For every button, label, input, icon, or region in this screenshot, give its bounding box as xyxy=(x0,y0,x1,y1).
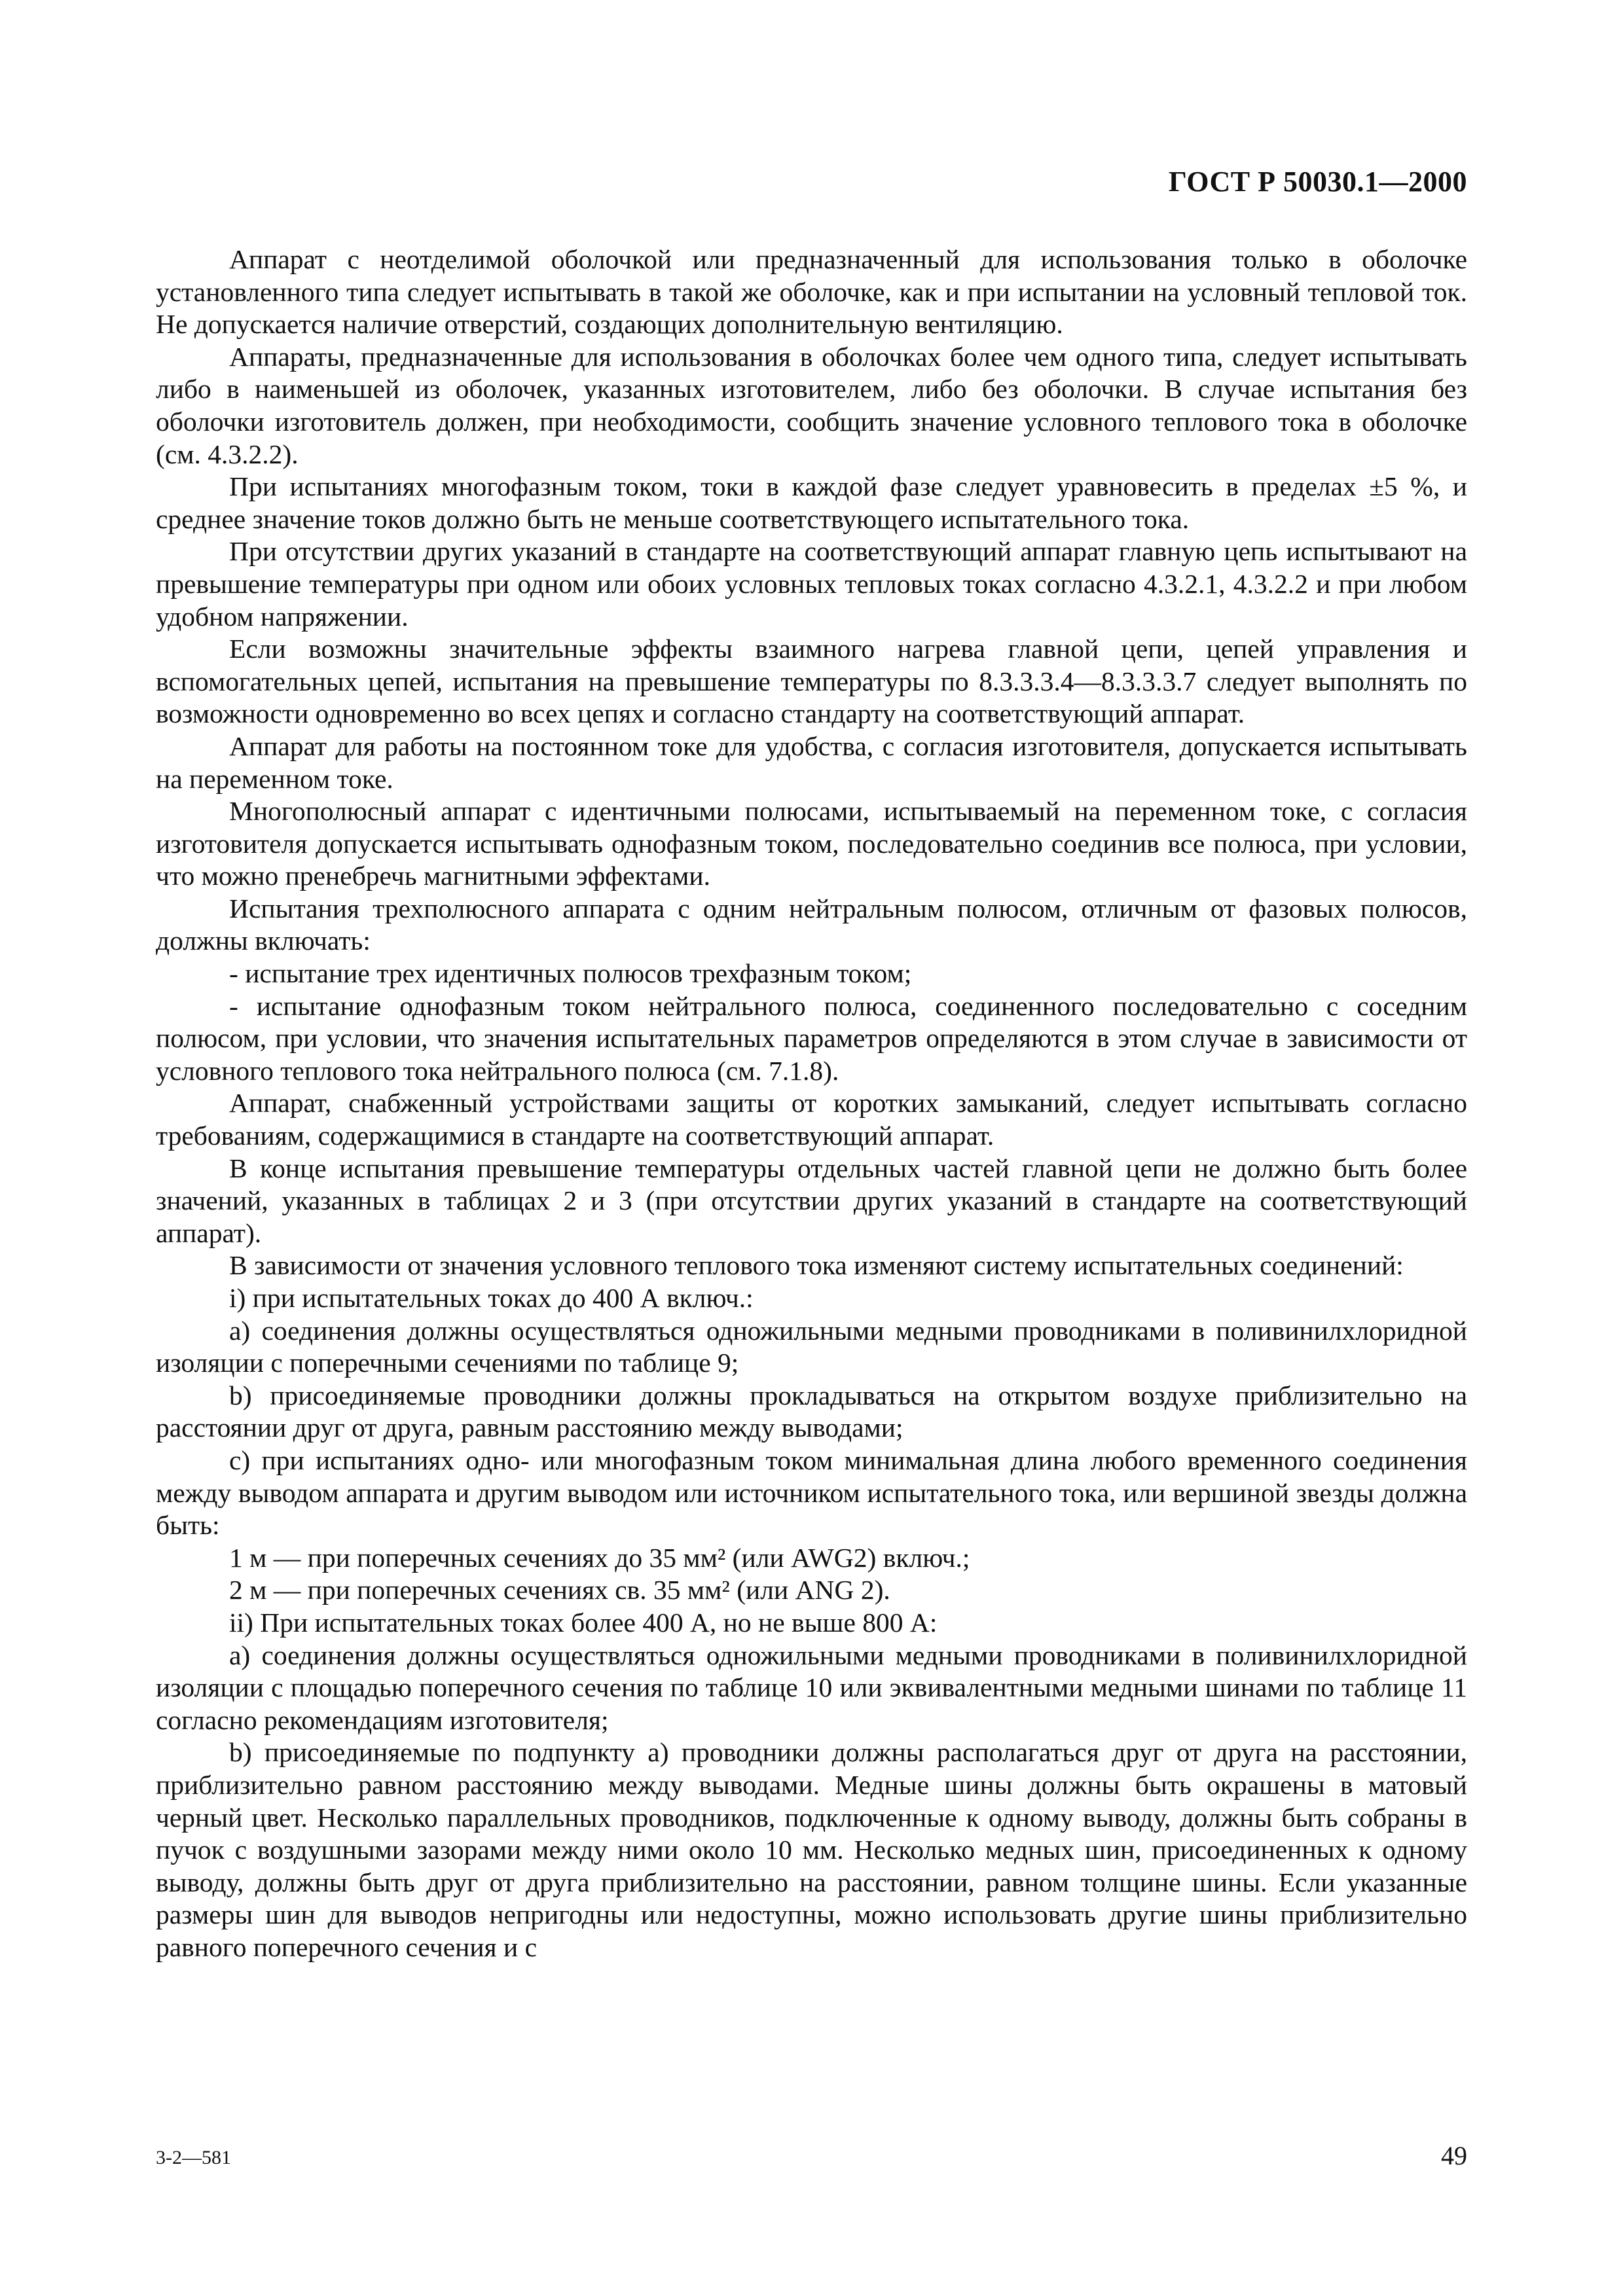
list-item-1m: 1 м — при поперечных сечениях до 35 мм² (или AWG2) включ.; xyxy=(229,1542,970,1573)
list-item-2m: 2 м — при поперечных сечениях св. 35 мм² (или ANG 2). xyxy=(229,1575,890,1605)
paragraph-sealed-enclosure: Аппарат с неотделимой оболочкой или предназначенный для использования только в оболочке установленного типа следует испытывать в такой же оболочке, как и при испытании на условный тепловой ток. Не допускается наличие отверстий, создающих дополнительную вентиляцию. xyxy=(156,244,1467,340)
paragraph-three-pole-neutral: Испытания трехполюсного аппарата с одним нейтральным полюсом, отличным от фазовых полюсов, должны включать: xyxy=(156,893,1467,956)
paragraph-dc-apparatus: Аппарат для работы на постоянном токе для удобства, с согласия изготовителя, допускается испытывать на переменном токе. xyxy=(156,730,1467,794)
paragraph-mutual-heating: Если возможны значительные эффекты взаимного нагрева главной цепи, цепей управления и вспомогательных цепей, испытания на превышение температуры по 8.3.3.3.4—8.3.3.3.7 следует выполнять по возможности одновременно во всех цепях и согласно стандарту на соответствующий аппарат. xyxy=(156,634,1467,729)
body-text xyxy=(156,243,1467,1964)
paragraph-main-circuit-test: При отсутствии других указаний в стандарте на соответствующий аппарат главную цепь испытывают на превышение температуры при одном или обоих условных тепловых токах согласно 4.3.2.1, 4.3.2.2 и при любом удобном напряжении. xyxy=(156,536,1467,632)
list-item-single-phase-neutral: - испытание однофазным током нейтрального полюса, соединенного последовательно с соседним полюсом, при условии, что значения испытательных параметров определяются в этом случае в зависимости от условного теплового тока нейтрального полюса (см. 7.1.8). xyxy=(156,990,1467,1086)
list-item-400-800a: ii) При испытательных токах более 400 А, но не выше 800 А: xyxy=(229,1607,938,1638)
list-item-a-table-10: a) соединения должны осуществляться одножильными медными проводниками в поливинилхлоридной изоляции с площадью поперечного сечения по таблице 10 или эквивалентными медными шинами по таблице 11 согласно рекомендациям изготовителя; xyxy=(156,1640,1467,1735)
paragraph-temperature-rise-limits: В конце испытания превышение температуры отдельных частей главной цепи не должно быть более значений, указанных в таблицах 2 и 3 (при отсутствии других указаний в стандарте на соответствующий аппарат). xyxy=(156,1153,1467,1248)
paragraph-multipole-apparatus: Многополюсный аппарат с идентичными полюсами, испытываемый на переменном токе, с согласия изготовителя допускается испытывать однофазным током, последовательно соединив все полюса, при условии, что можно пренебречь магнитными эффектами. xyxy=(156,796,1467,891)
footer-code: 3-2—581 xyxy=(156,2147,231,2168)
list-item-up-to-400a: i) при испытательных токах до 400 А включ.: xyxy=(229,1283,754,1313)
list-item-three-phase: - испытание трех идентичных полюсов трехфазным током; xyxy=(229,958,912,989)
page-number: 49 xyxy=(1441,2141,1467,2170)
list-item-b-open-air: b) присоединяемые проводники должны прокладываться на открытом воздухе приблизительно на расстоянии друг от друга, равным расстоянию между выводами; xyxy=(156,1380,1467,1443)
paragraph-short-circuit-protection: Аппарат, снабженный устройствами защиты от коротких замыканий, следует испытывать согласно требованиям, содержащимися в стандарте на соответствующий аппарат. xyxy=(156,1088,1467,1151)
list-item-a-single-core-conductors: a) соединения должны осуществляться одножильными медными проводниками в поливинилхлоридной изоляции с поперечными сечениями по таблице 9; xyxy=(156,1315,1467,1378)
paragraph-test-connections: В зависимости от значения условного теплового тока изменяют систему испытательных соединений: xyxy=(229,1250,1404,1281)
paragraph-polyphase-current: При испытаниях многофазным током, токи в каждой фазе следует уравновесить в пределах ±5 %, и среднее значение токов должно быть не меньше соответствующего испытательного тока. xyxy=(156,471,1467,534)
standard-header: ГОСТ Р 50030.1—2000 xyxy=(1168,166,1467,198)
paragraph-multiple-enclosures: Аппараты, предназначенные для использования в оболочках более чем одного типа, следует испытывать либо в наименьшей из оболочек, указанных изготовителем, либо без оболочки. В случае испытания без оболочки изготовитель должен, при необходимости, сообщить значение условного теплового тока в оболочке (см. 4.3.2.2). xyxy=(156,341,1467,469)
list-item-b-busbar-spacing: b) присоединяемые по подпункту а) проводники должны располагаться друг от друга на расстоянии, приблизительно равном расстоянию между выводами. Медные шины должны быть окрашены в матовый черный цвет. Несколько параллельных проводников, подключенные к одному выводу, должны быть собраны в пучок с воздушными зазорами между ними около 10 мм. Несколько медных шин, присоединенных к одному выводу, должны быть друг от друга приблизительно на расстоянии, равном толщине шины. Если указанные размеры шин для выводов непригодны или недоступны, можно использовать другие шины приблизительно равного поперечного сечения и с xyxy=(156,1737,1467,1962)
list-item-c-minimum-length: c) при испытаниях одно- или многофазным током минимальная длина любого временного соединения между выводом аппарата и другим выводом или источником испытательного тока, или вершиной звезды должна быть: xyxy=(156,1444,1467,1541)
